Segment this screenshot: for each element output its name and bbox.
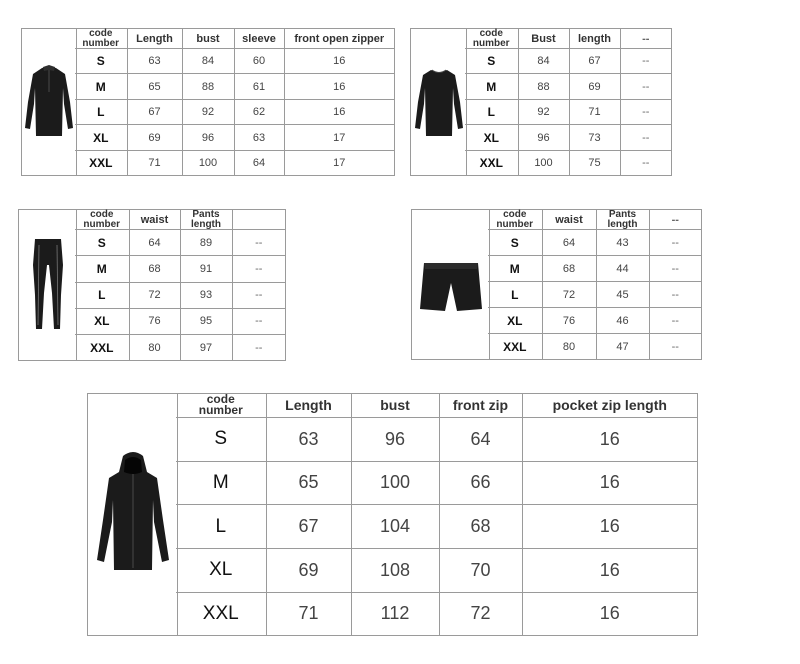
table-row bbox=[75, 150, 394, 175]
size-code-cell: XXL bbox=[465, 150, 518, 175]
hoodie-icon bbox=[93, 450, 173, 580]
measurement-cell: 61 bbox=[234, 74, 284, 99]
measurement-cell: 112 bbox=[351, 592, 439, 635]
size-chart-long-sleeve-zip-shirt bbox=[21, 28, 395, 176]
measurement-cell: 69 bbox=[127, 125, 182, 150]
measurement-cell: 16 bbox=[522, 461, 697, 505]
measurement-cell: -- bbox=[620, 150, 671, 175]
measurement-cell: -- bbox=[232, 282, 285, 308]
measurement-cell: 16 bbox=[522, 505, 697, 549]
measurement-cell: 71 bbox=[127, 150, 182, 175]
table-row bbox=[488, 282, 701, 308]
measurement-cell: 91 bbox=[180, 256, 232, 282]
measurement-cell: 16 bbox=[522, 592, 697, 635]
measurement-cell: 80 bbox=[129, 335, 180, 360]
measurement-cell: 67 bbox=[569, 49, 620, 74]
column-header: Pants length bbox=[596, 210, 649, 230]
measurement-cell: 67 bbox=[266, 505, 351, 549]
measurement-cell: 72 bbox=[439, 592, 522, 635]
size-code-cell: XXL bbox=[75, 335, 129, 360]
size-table bbox=[176, 394, 697, 635]
table-row bbox=[75, 49, 394, 74]
measurement-cell: -- bbox=[232, 256, 285, 282]
measurement-cell: 93 bbox=[180, 282, 232, 308]
size-code-cell: XXL bbox=[176, 592, 266, 635]
measurement-cell: 68 bbox=[542, 256, 596, 282]
measurement-cell: -- bbox=[620, 99, 671, 124]
column-header: bust bbox=[182, 29, 234, 49]
size-chart-hooded-zip-jacket bbox=[87, 393, 698, 636]
table-row bbox=[75, 282, 285, 308]
size-table bbox=[75, 210, 285, 360]
table-row bbox=[176, 505, 697, 549]
table-row bbox=[465, 99, 671, 124]
table-row bbox=[488, 256, 701, 282]
size-code-cell: S bbox=[488, 230, 542, 256]
size-code-cell: L bbox=[488, 282, 542, 308]
measurement-cell: 96 bbox=[182, 125, 234, 150]
garment-photo bbox=[22, 29, 77, 175]
size-code-cell: M bbox=[176, 461, 266, 505]
header-code-number: code number bbox=[176, 394, 266, 417]
measurement-cell: -- bbox=[649, 230, 701, 256]
measurement-cell: 92 bbox=[182, 99, 234, 124]
table-row bbox=[465, 125, 671, 150]
measurement-cell: 46 bbox=[596, 308, 649, 334]
column-header: length bbox=[569, 29, 620, 49]
measurement-cell: 65 bbox=[127, 74, 182, 99]
measurement-cell: 70 bbox=[439, 548, 522, 592]
size-code-cell: S bbox=[75, 230, 129, 256]
header-code-number: code number bbox=[465, 29, 518, 49]
measurement-cell: 45 bbox=[596, 282, 649, 308]
column-header: waist bbox=[542, 210, 596, 230]
header-code-number: code number bbox=[75, 210, 129, 230]
measurement-cell: 76 bbox=[129, 308, 180, 334]
size-code-cell: S bbox=[465, 49, 518, 74]
measurement-cell: 16 bbox=[284, 74, 394, 99]
measurement-cell: 75 bbox=[569, 150, 620, 175]
measurement-cell: 88 bbox=[518, 74, 569, 99]
measurement-cell: 84 bbox=[182, 49, 234, 74]
measurement-cell: -- bbox=[232, 230, 285, 256]
table-row bbox=[176, 417, 697, 461]
measurement-cell: 72 bbox=[542, 282, 596, 308]
measurement-cell: 69 bbox=[569, 74, 620, 99]
column-header: Length bbox=[266, 394, 351, 417]
size-code-cell: L bbox=[75, 282, 129, 308]
shorts-icon bbox=[415, 249, 487, 321]
size-code-cell: M bbox=[75, 256, 129, 282]
table-row bbox=[488, 230, 701, 256]
measurement-cell: 84 bbox=[518, 49, 569, 74]
size-table bbox=[75, 29, 394, 175]
measurement-cell: 92 bbox=[518, 99, 569, 124]
column-header: -- bbox=[620, 29, 671, 49]
size-chart-compression-pants bbox=[18, 209, 286, 361]
table-row bbox=[176, 548, 697, 592]
measurement-cell: 72 bbox=[129, 282, 180, 308]
measurement-cell: 16 bbox=[522, 417, 697, 461]
garment-photo bbox=[88, 394, 178, 635]
measurement-cell: 64 bbox=[439, 417, 522, 461]
measurement-cell: 104 bbox=[351, 505, 439, 549]
measurement-cell: 95 bbox=[180, 308, 232, 334]
column-header: pocket zip length bbox=[522, 394, 697, 417]
measurement-cell: 62 bbox=[234, 99, 284, 124]
size-code-cell: S bbox=[176, 417, 266, 461]
measurement-cell: 47 bbox=[596, 334, 649, 359]
measurement-cell: 73 bbox=[569, 125, 620, 150]
measurement-cell: 96 bbox=[351, 417, 439, 461]
measurement-cell: -- bbox=[232, 308, 285, 334]
size-code-cell: M bbox=[75, 74, 127, 99]
header-code-number: code number bbox=[488, 210, 542, 230]
zip-shirt-icon bbox=[23, 62, 75, 142]
size-code-cell: L bbox=[465, 99, 518, 124]
measurement-cell: 63 bbox=[266, 417, 351, 461]
table-row bbox=[75, 308, 285, 334]
measurement-cell: 44 bbox=[596, 256, 649, 282]
column-header: Pants length bbox=[180, 210, 232, 230]
size-code-cell: S bbox=[75, 49, 127, 74]
measurement-cell: -- bbox=[620, 74, 671, 99]
measurement-cell: 108 bbox=[351, 548, 439, 592]
column-header: Length bbox=[127, 29, 182, 49]
size-code-cell: XL bbox=[488, 308, 542, 334]
pants-icon bbox=[23, 235, 73, 335]
column-header: front open zipper bbox=[284, 29, 394, 49]
measurement-cell: 89 bbox=[180, 230, 232, 256]
measurement-cell: 66 bbox=[439, 461, 522, 505]
measurement-cell: 68 bbox=[439, 505, 522, 549]
table-row bbox=[176, 592, 697, 635]
measurement-cell: 100 bbox=[182, 150, 234, 175]
measurement-cell: 17 bbox=[284, 150, 394, 175]
measurement-cell: 60 bbox=[234, 49, 284, 74]
garment-photo bbox=[411, 29, 467, 175]
measurement-cell: 63 bbox=[127, 49, 182, 74]
size-code-cell: M bbox=[488, 256, 542, 282]
size-code-cell: L bbox=[176, 505, 266, 549]
measurement-cell: 16 bbox=[522, 548, 697, 592]
size-code-cell: XL bbox=[465, 125, 518, 150]
header-code-number: code number bbox=[75, 29, 127, 49]
measurement-cell: -- bbox=[620, 49, 671, 74]
measurement-cell: 17 bbox=[284, 125, 394, 150]
measurement-cell: 64 bbox=[234, 150, 284, 175]
table-row bbox=[488, 334, 701, 359]
measurement-cell: -- bbox=[649, 256, 701, 282]
table-row bbox=[75, 99, 394, 124]
measurement-cell: 65 bbox=[266, 461, 351, 505]
garment-photo bbox=[412, 210, 490, 359]
table-row bbox=[465, 74, 671, 99]
measurement-cell: -- bbox=[232, 335, 285, 360]
measurement-cell: 16 bbox=[284, 99, 394, 124]
measurement-cell: 97 bbox=[180, 335, 232, 360]
size-code-cell: XL bbox=[176, 548, 266, 592]
table-row bbox=[75, 125, 394, 150]
table-row bbox=[488, 308, 701, 334]
measurement-cell: 64 bbox=[542, 230, 596, 256]
size-chart-long-sleeve-crew-shirt bbox=[410, 28, 672, 176]
measurement-cell: -- bbox=[649, 308, 701, 334]
measurement-cell: 71 bbox=[266, 592, 351, 635]
size-code-cell: XL bbox=[75, 125, 127, 150]
table-row bbox=[75, 256, 285, 282]
measurement-cell: 16 bbox=[284, 49, 394, 74]
measurement-cell: 67 bbox=[127, 99, 182, 124]
table-row bbox=[176, 461, 697, 505]
measurement-cell: 88 bbox=[182, 74, 234, 99]
measurement-cell: -- bbox=[649, 334, 701, 359]
size-code-cell: XL bbox=[75, 308, 129, 334]
measurement-cell: 80 bbox=[542, 334, 596, 359]
size-chart-shorts bbox=[411, 209, 702, 360]
measurement-cell: 63 bbox=[234, 125, 284, 150]
size-code-cell: XXL bbox=[488, 334, 542, 359]
table-row bbox=[75, 230, 285, 256]
measurement-cell: 64 bbox=[129, 230, 180, 256]
table-row bbox=[465, 150, 671, 175]
measurement-cell: -- bbox=[649, 282, 701, 308]
measurement-cell: 76 bbox=[542, 308, 596, 334]
column-header: waist bbox=[129, 210, 180, 230]
size-code-cell: L bbox=[75, 99, 127, 124]
column-header bbox=[232, 210, 285, 230]
table-row bbox=[75, 335, 285, 360]
size-code-cell: XXL bbox=[75, 150, 127, 175]
measurement-cell: 96 bbox=[518, 125, 569, 150]
crew-shirt-icon bbox=[413, 62, 465, 142]
measurement-cell: 71 bbox=[569, 99, 620, 124]
garment-photo bbox=[19, 210, 77, 360]
column-header: sleeve bbox=[234, 29, 284, 49]
size-code-cell: M bbox=[465, 74, 518, 99]
measurement-cell: 100 bbox=[351, 461, 439, 505]
measurement-cell: 69 bbox=[266, 548, 351, 592]
measurement-cell: 100 bbox=[518, 150, 569, 175]
table-row bbox=[465, 49, 671, 74]
column-header: Bust bbox=[518, 29, 569, 49]
column-header: front zip bbox=[439, 394, 522, 417]
measurement-cell: 68 bbox=[129, 256, 180, 282]
measurement-cell: -- bbox=[620, 125, 671, 150]
column-header: bust bbox=[351, 394, 439, 417]
table-row bbox=[75, 74, 394, 99]
size-table bbox=[465, 29, 671, 175]
measurement-cell: 43 bbox=[596, 230, 649, 256]
size-table bbox=[488, 210, 701, 359]
column-header: -- bbox=[649, 210, 701, 230]
